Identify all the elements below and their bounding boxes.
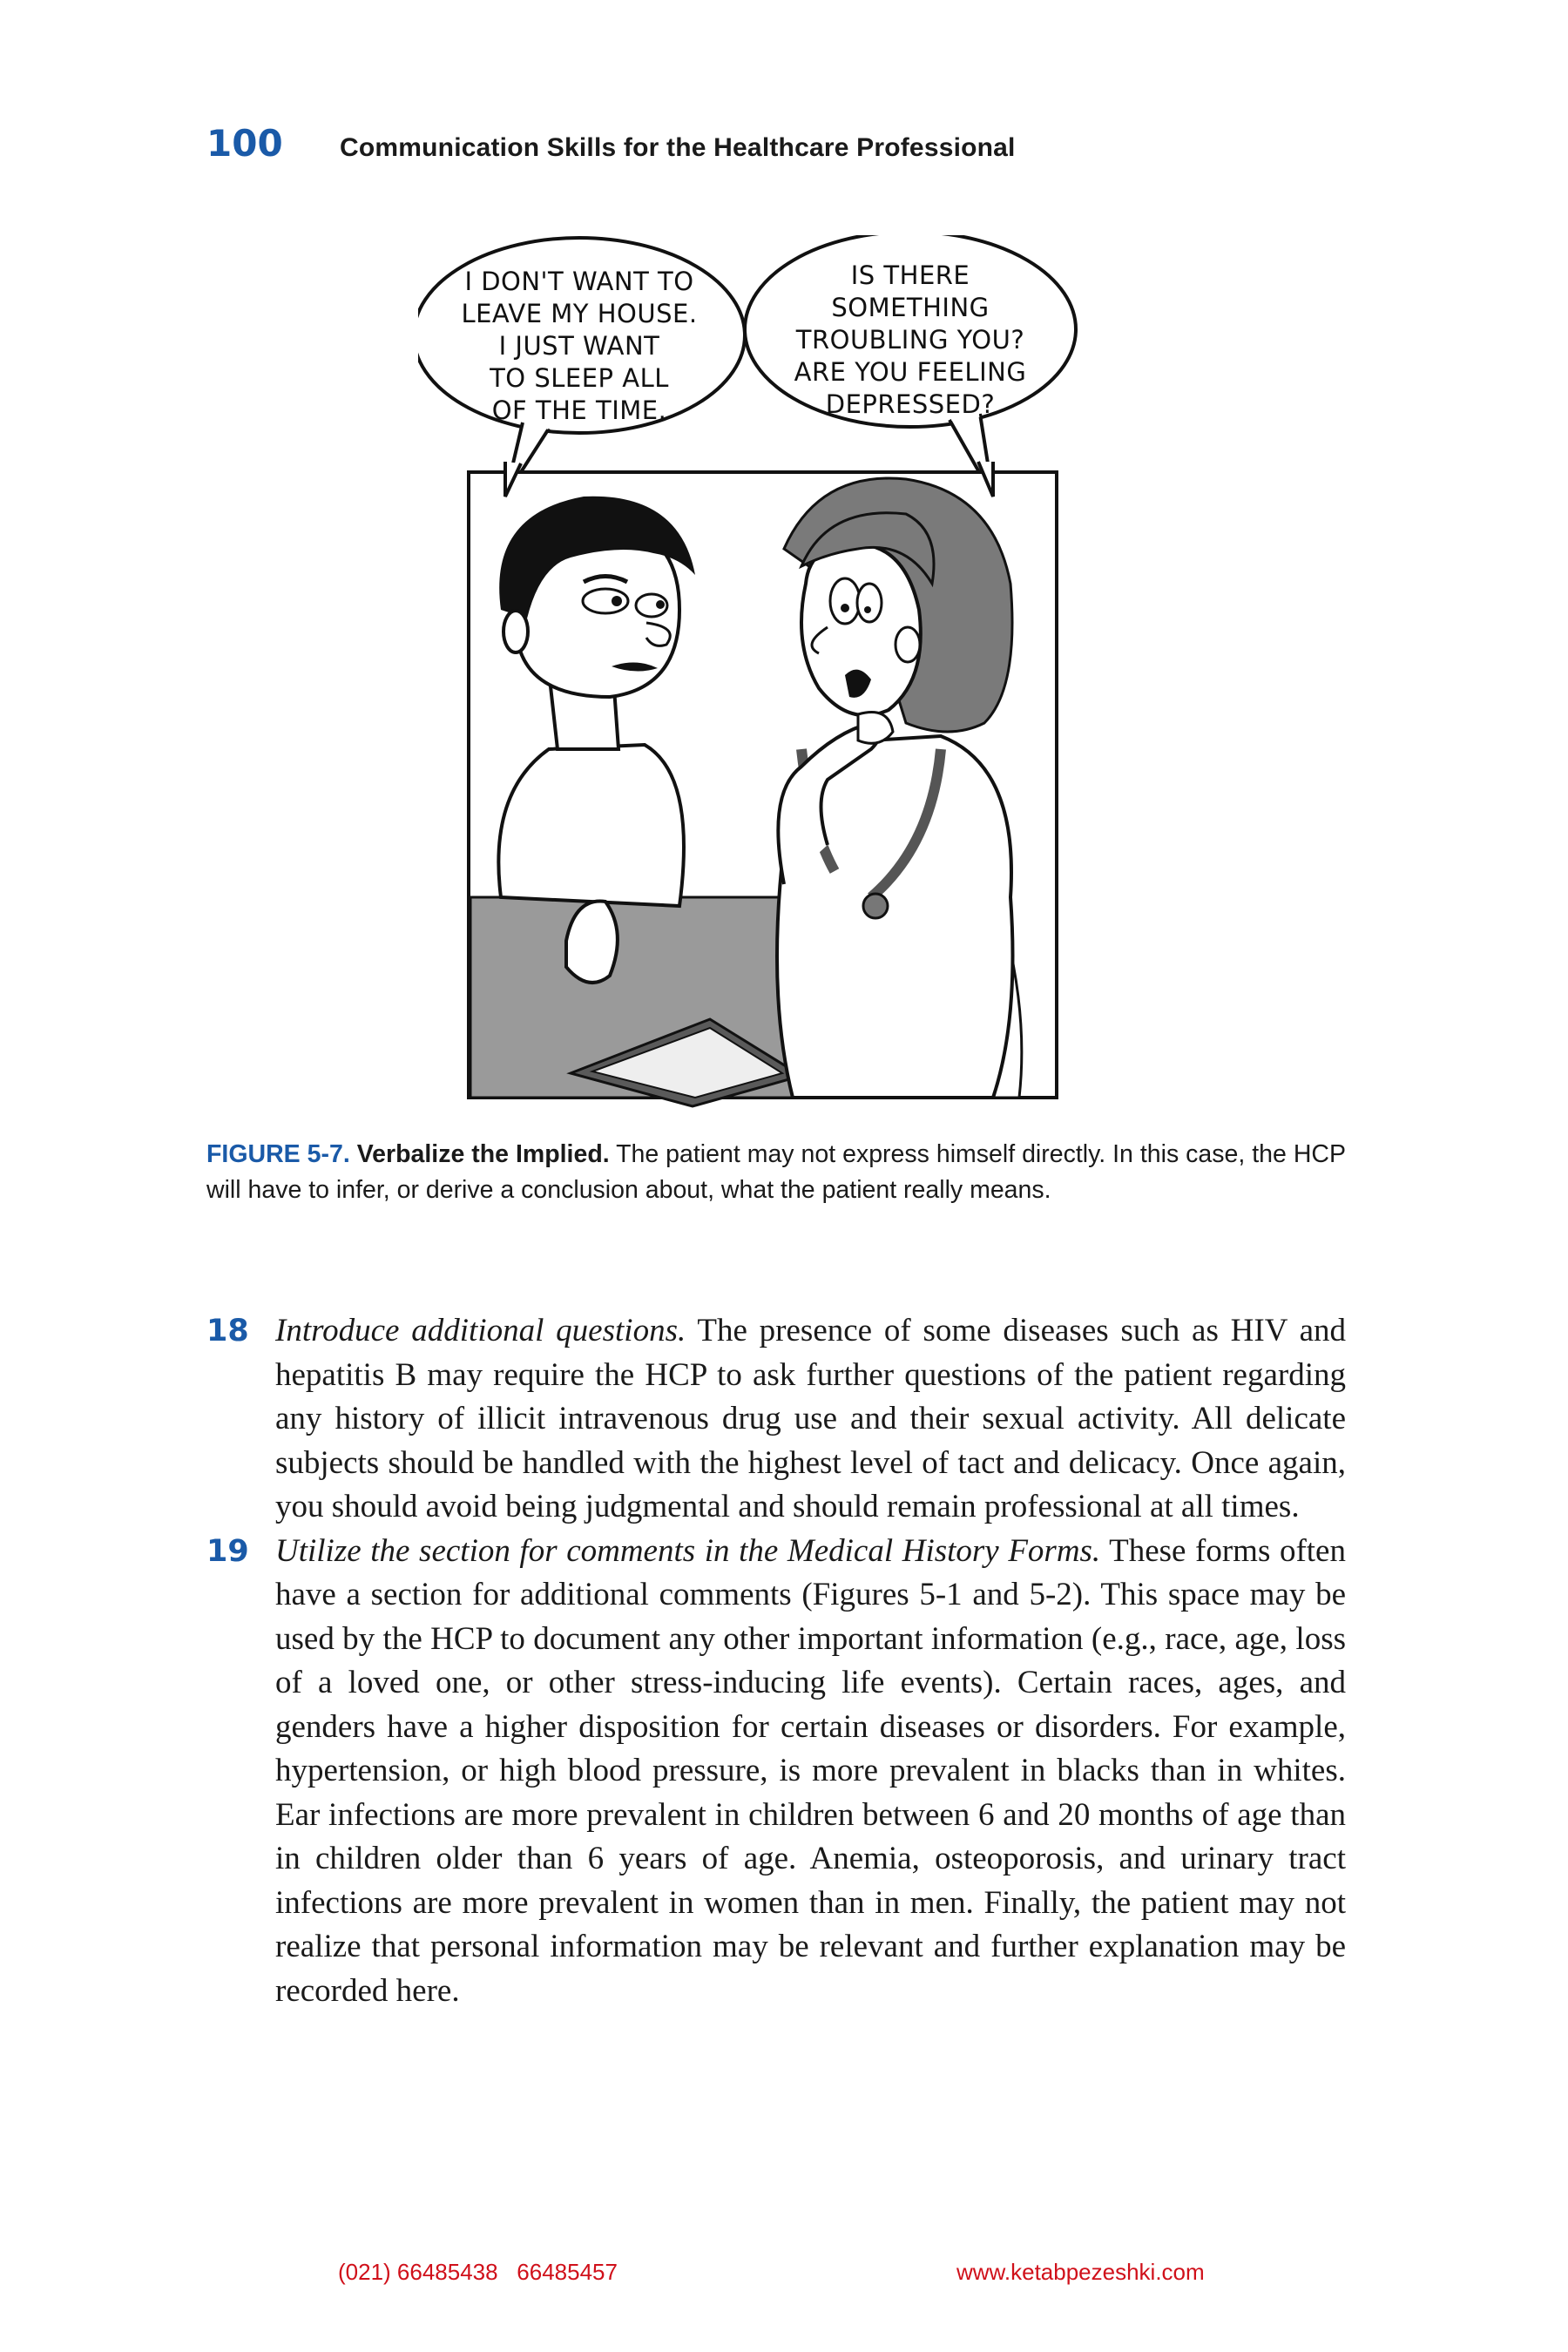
item-text: These forms often have a section for additional comments (Figures 5-1 and 5-2). This space may be used by the HCP to document any other important information (e.g., race, age, loss of a loved one, or other stress-inducing life events). Certain races, ages, and genders have a higher disposition for certain diseases or disorders. For example, hypertension, or high blood pressure, is more prevalent in blacks than in whites. Ear infections are more prevalent in children between 6 and 20 months of age than in children older than 6 years of age. Anemia, osteoporosis, and urinary tract infections are more prevalent in women than in men. Finally, the patient may not realize that personal information may be relevant and further explanation may be recorded here. [275, 1532, 1346, 2009]
nurse-figure [777, 478, 1022, 1098]
bubble-line: TO SLEEP ALL [490, 363, 669, 393]
speech-bubble-left-text [427, 266, 732, 427]
item-lead: Utilize the section for comments in the Medical History Forms. [275, 1532, 1101, 1569]
bubble-line: TROUBLING YOU? [795, 325, 1025, 355]
bubble-line: ARE YOU FEELING [794, 357, 1027, 387]
speech-bubble-right-text [758, 260, 1063, 421]
figure-caption [206, 1137, 1346, 1208]
bubble-line: OF THE TIME. [491, 395, 667, 425]
list-item [206, 1530, 1346, 2014]
item-number: 19 [206, 1533, 249, 1569]
bubble-line: LEAVE MY HOUSE. [461, 299, 698, 328]
figure-title: Verbalize the Implied. [356, 1140, 610, 1168]
item-number: 18 [206, 1314, 249, 1348]
figure-caption-text: The patient may not express himself directly. In this case, the HCP will have to infer, or derive a conclusion about, what the patient really means. [206, 1140, 1347, 1204]
running-header [206, 122, 1016, 165]
bubble-line: IS THERE [850, 260, 970, 290]
bubble-line: SOMETHING [831, 293, 990, 322]
item-lead: Introduce additional questions. [275, 1313, 686, 1348]
list-item [206, 1309, 1346, 1530]
numbered-list [206, 1309, 1346, 2013]
figure-label: FIGURE 5-7. [206, 1140, 350, 1168]
bubble-line: I JUST WANT [498, 331, 660, 361]
page-number: 100 [206, 122, 283, 165]
bubble-line: DEPRESSED? [825, 389, 996, 419]
running-title: Communication Skills for the Healthcare Professional [340, 133, 1016, 162]
cartoon-figure [418, 235, 1080, 1115]
bubble-line: I DON'T WANT TO [464, 267, 694, 296]
footer-website[interactable]: www.ketabpezeshki.com [956, 2259, 1205, 2285]
item-text: The presence of some diseases such as HIV and hepatitis B may require the HCP to ask further questions of the patient regarding any history of illicit intravenous drug use and their sexual activity. All delicate subjects should be handled with the highest level of tact and delicacy. Once again, you should avoid being judgmental and should remain professional at all times. [275, 1313, 1346, 1524]
footer-phone: (021) 66485438 66485457 [338, 2259, 618, 2285]
